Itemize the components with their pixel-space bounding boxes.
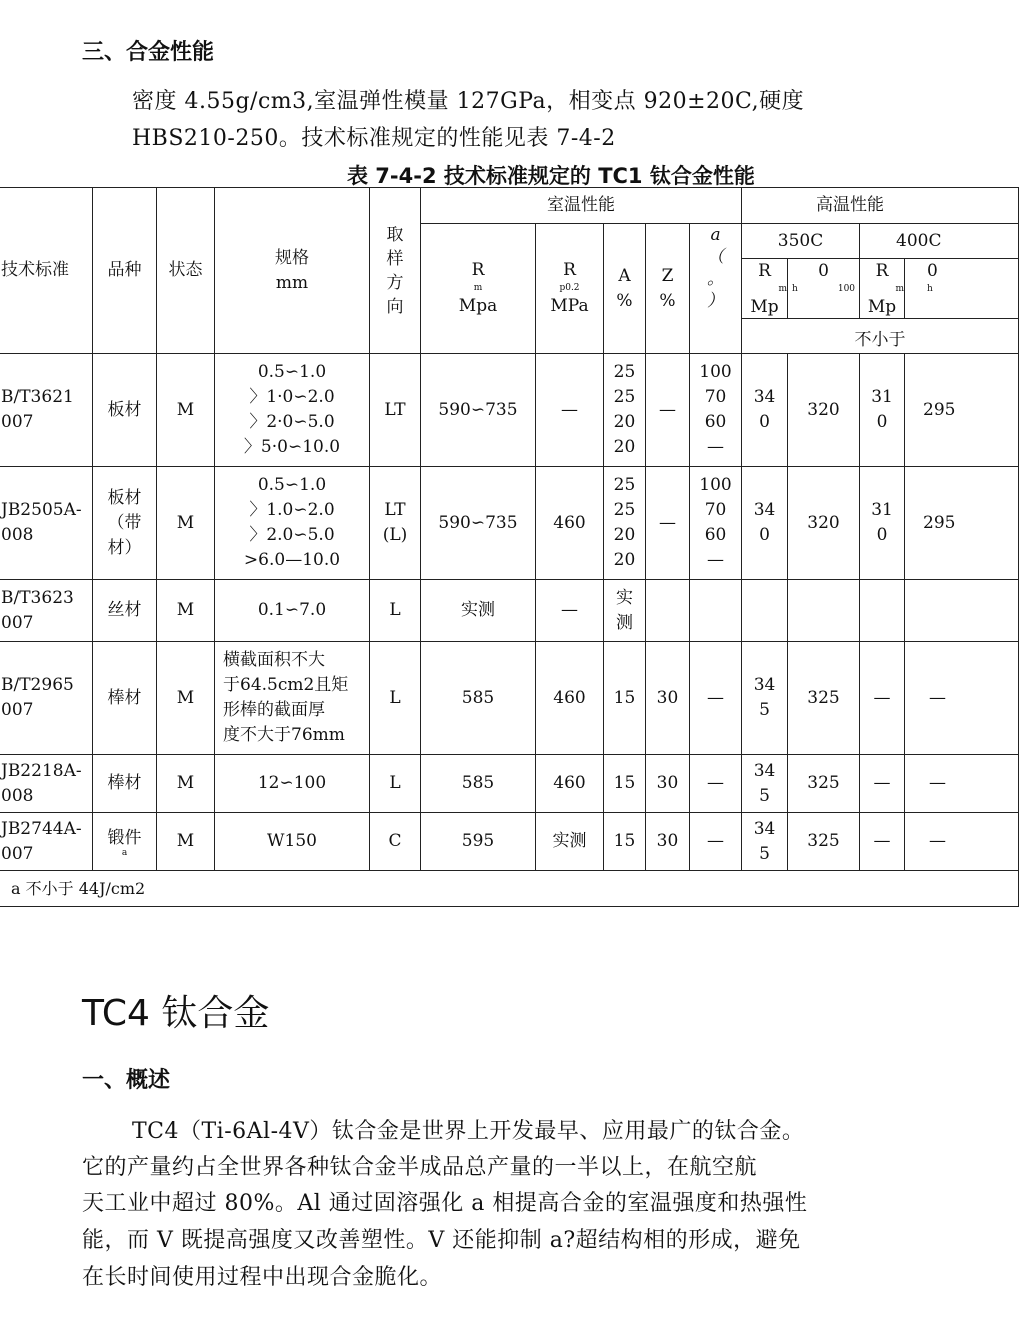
header-400-rm-symbol: R — [875, 261, 889, 281]
cell-rm: 590∽735 — [421, 467, 536, 580]
header-impact: a （ 。 ） — [690, 224, 742, 354]
header-rm-unit: Mpa — [458, 296, 498, 316]
cell-z: — — [646, 467, 690, 580]
header-elongation — [604, 224, 646, 354]
cell-rm-400: — — [860, 813, 905, 871]
cell-rm: 595 — [421, 813, 536, 871]
cell-spec: 0.1∽7.0 — [215, 580, 370, 642]
cell-standard: JB2218A- 008 — [0, 755, 93, 813]
cell-rm: 590∽735 — [421, 354, 536, 467]
table-row — [0, 580, 1019, 642]
cell-a: 25 25 20 20 — [604, 467, 646, 580]
cell-stress-400: 295 — [905, 467, 1019, 580]
cell-ak: — — [690, 813, 742, 871]
cell-ak — [690, 580, 742, 642]
table-row — [0, 642, 1019, 755]
cell-rm-400: — — [860, 755, 905, 813]
header-400-group — [860, 224, 1019, 319]
cell-standard: B/T3623 007 — [0, 580, 93, 642]
cell-rp: 460 — [536, 755, 604, 813]
cell-stress-350 — [788, 580, 860, 642]
cell-ak: 100 70 60 — — [690, 467, 742, 580]
cell-z: 30 — [646, 813, 690, 871]
table-row — [0, 813, 1019, 871]
header-standard: 技术标准 — [0, 188, 93, 354]
header-400-rm-unit: Mp — [867, 297, 897, 317]
cell-rp: 460 — [536, 467, 604, 580]
cell-standard: JB2744A- 007 — [0, 813, 93, 871]
header-rp-symbol: R — [563, 260, 576, 280]
header-400-rm — [860, 259, 905, 318]
properties-paragraph-line-2: HBS210-250。技术标准规定的性能见表 7-4-2 — [132, 126, 616, 151]
cell-direction: L — [370, 755, 421, 813]
header-400c: 400C — [860, 224, 1018, 259]
header-350c: 350C — [742, 224, 859, 259]
header-spec — [215, 188, 370, 354]
cell-rm-350: 34 5 — [742, 813, 788, 871]
cell-state: M — [157, 755, 215, 813]
header-min-note: 不小于 — [742, 319, 1019, 354]
cell-direction: L — [370, 642, 421, 755]
cell-variety: 丝材 — [93, 580, 157, 642]
header-rp-sub: p0.2 — [559, 283, 580, 293]
cell-a: 15 — [604, 755, 646, 813]
cell-stress-400: 295 — [905, 354, 1019, 467]
cell-rm: 585 — [421, 642, 536, 755]
header-350-stress — [788, 259, 859, 318]
cell-variety-note: a — [121, 847, 128, 858]
cell-rm-350: 34 0 — [742, 467, 788, 580]
header-350-rm-unit: Mp — [750, 297, 779, 317]
cell-rm-400: 31 0 — [860, 354, 905, 467]
cell-rm-400: — — [860, 642, 905, 755]
table-row — [0, 354, 1019, 467]
header-reduction — [646, 224, 690, 354]
header-spec-unit: mm — [275, 272, 309, 293]
cell-state: M — [157, 580, 215, 642]
cell-rm: 585 — [421, 755, 536, 813]
cell-direction: LT (L) — [370, 467, 421, 580]
header-400-rm-sub: m — [895, 284, 905, 294]
cell-standard: B/T2965 007 — [0, 642, 93, 755]
header-z-unit: % — [659, 290, 676, 311]
cell-state: M — [157, 354, 215, 467]
cell-rm-400 — [860, 580, 905, 642]
cell-variety: 板材 — [93, 354, 157, 467]
header-high-temperature: 高温性能 — [742, 188, 1019, 224]
cell-variety-text: 锻件 — [107, 827, 142, 848]
cell-rp: — — [536, 354, 604, 467]
header-350-rm-symbol: R — [758, 261, 771, 281]
cell-rm-350: 34 5 — [742, 642, 788, 755]
header-350-stress-symbol: 0 — [818, 261, 829, 281]
cell-variety: 棒材 — [93, 755, 157, 813]
tc4-title: TC4 钛合金 — [82, 993, 270, 1034]
cell-spec: 12∽100 — [215, 755, 370, 813]
table-title: 表 7-4-2 技术标准规定的 TC1 钛合金性能 — [347, 164, 755, 188]
tc4-paragraph-line-1: TC4（Ti-6Al-4V）钛合金是世界上开发最早、应用最广的钛合金。 — [132, 1119, 805, 1144]
cell-rp: — — [536, 580, 604, 642]
section-heading-alloy-properties: 三、合金性能 — [82, 40, 215, 65]
cell-spec: 横截面积不大 于64.5cm2且矩 形棒的截面厚 度不大于76mm — [215, 642, 370, 755]
cell-variety: 棒材 — [93, 642, 157, 755]
tc4-paragraph-line-2: 它的产量约占全世界各种钛合金半成品总产量的一半以上，在航空航 — [82, 1155, 758, 1180]
header-400-stress — [905, 259, 1018, 318]
properties-table — [0, 187, 1019, 907]
header-sampling-direction: 取 样 方 向 — [370, 188, 421, 354]
cell-standard: JB2505A- 008 — [0, 467, 93, 580]
header-400-stress-unit: h — [927, 284, 933, 294]
cell-stress-400: — — [905, 813, 1019, 871]
tc4-paragraph-line-5: 在长时间使用过程中出现合金脆化。 — [82, 1265, 443, 1290]
cell-direction: L — [370, 580, 421, 642]
properties-paragraph-line-1: 密度 4.55g/cm3,室温弹性模量 127GPa，相变点 920±20C,硬度 — [132, 89, 805, 114]
header-state: 状态 — [157, 188, 215, 354]
header-a-unit: % — [616, 290, 633, 311]
cell-stress-350: 325 — [788, 755, 860, 813]
cell-ak: — — [690, 642, 742, 755]
cell-rp: 460 — [536, 642, 604, 755]
cell-variety: 板材 （带 材） — [93, 467, 157, 580]
cell-ak: — — [690, 755, 742, 813]
table-footnote: a 不小于 44J/cm2 — [0, 871, 1019, 907]
cell-rm-400: 31 0 — [860, 467, 905, 580]
cell-stress-400: — — [905, 642, 1019, 755]
properties-table-wrapper — [0, 187, 956, 907]
header-room-temperature: 室温性能 — [421, 188, 742, 224]
cell-spec: 0.5∽1.0 〉1·0∽2.0 〉2·0∽5.0 〉5·0∽10.0 — [215, 354, 370, 467]
cell-rm-350: 34 0 — [742, 354, 788, 467]
header-400-stress-symbol: 0 — [927, 261, 938, 281]
header-350-rm-sub: m — [778, 284, 788, 294]
table-row — [0, 467, 1019, 580]
cell-a: 实 测 — [604, 580, 646, 642]
header-spec-label: 规格 — [275, 247, 309, 268]
cell-rm-350 — [742, 580, 788, 642]
cell-state: M — [157, 467, 215, 580]
header-rm — [421, 224, 536, 354]
table-row — [0, 755, 1019, 813]
cell-rp: 实测 — [536, 813, 604, 871]
header-rp02 — [536, 224, 604, 354]
cell-rm: 实测 — [421, 580, 536, 642]
header-350-stress-unit: h — [792, 284, 798, 294]
cell-z: — — [646, 354, 690, 467]
header-variety: 品种 — [93, 188, 157, 354]
header-z-symbol: Z — [661, 265, 674, 286]
cell-ak: 100 70 60 — — [690, 354, 742, 467]
cell-a: 15 — [604, 813, 646, 871]
cell-stress-350: 325 — [788, 813, 860, 871]
cell-a: 15 — [604, 642, 646, 755]
cell-spec: W150 — [215, 813, 370, 871]
cell-state: M — [157, 642, 215, 755]
header-rp-unit: MPa — [550, 296, 589, 316]
tc4-overview-heading: 一、概述 — [82, 1068, 171, 1093]
cell-direction: LT — [370, 354, 421, 467]
cell-stress-400 — [905, 580, 1019, 642]
cell-direction: C — [370, 813, 421, 871]
header-rm-sub: m — [473, 283, 483, 293]
cell-z: 30 — [646, 642, 690, 755]
cell-stress-350: 320 — [788, 354, 860, 467]
cell-stress-350: 320 — [788, 467, 860, 580]
header-350-stress-sub: 100 — [837, 284, 856, 294]
header-rm-symbol: R — [471, 260, 485, 280]
tc4-paragraph-line-4: 能，而 V 既提高强度又改善塑性。V 还能抑制 a?超结构相的形成，避免 — [82, 1228, 801, 1253]
cell-spec: 0.5∽1.0 〉1.0∽2.0 〉2.0∽5.0 >6.0—10.0 — [215, 467, 370, 580]
cell-rm-350: 34 5 — [742, 755, 788, 813]
cell-standard: B/T3621 007 — [0, 354, 93, 467]
cell-a: 25 25 20 20 — [604, 354, 646, 467]
cell-state: M — [157, 813, 215, 871]
cell-stress-400: — — [905, 755, 1019, 813]
tc4-paragraph-line-3: 天工业中超过 80%。Al 通过固溶强化 a 相提高合金的室温强度和热强性 — [82, 1191, 808, 1216]
header-350-group — [742, 224, 860, 319]
header-a-symbol: A — [618, 265, 631, 286]
cell-variety — [93, 813, 157, 871]
cell-z: 30 — [646, 755, 690, 813]
cell-z — [646, 580, 690, 642]
cell-stress-350: 325 — [788, 642, 860, 755]
header-350-rm — [742, 259, 788, 318]
